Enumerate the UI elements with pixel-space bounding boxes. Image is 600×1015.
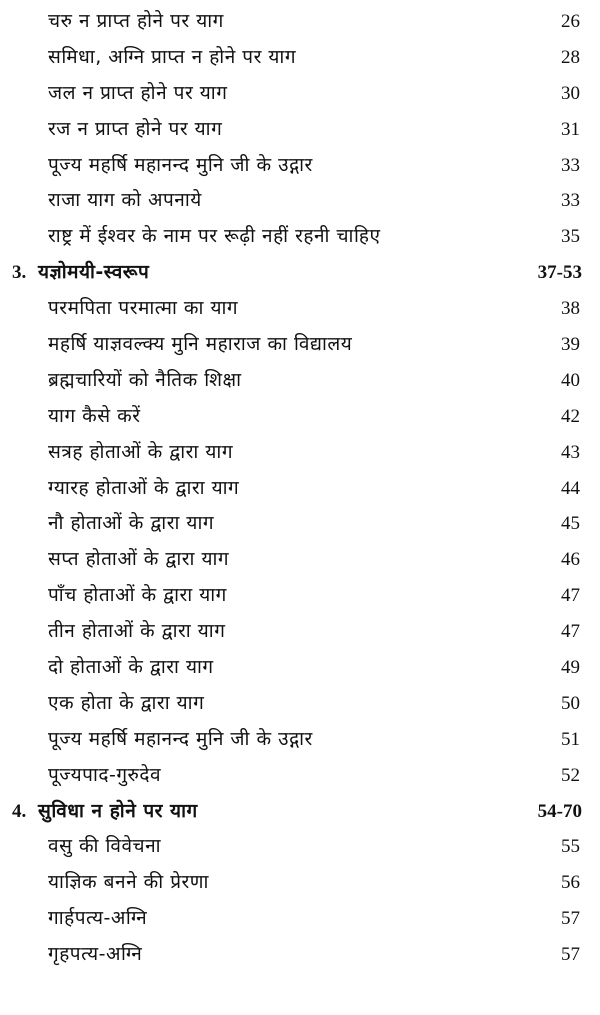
- entry-page: 42: [561, 405, 580, 427]
- entry-title: गृहपत्य-अग्नि: [48, 943, 143, 966]
- section-title: सुविधा न होने पर याग: [38, 799, 198, 822]
- entry-page: 38: [561, 298, 580, 320]
- toc-entry: [0, 183, 600, 219]
- entry-title: सत्रह होताओं के द्वारा याग: [48, 440, 234, 463]
- entry-page: 49: [561, 657, 580, 679]
- entry-page: 57: [561, 944, 580, 966]
- entry-title: पाँच होताओं के द्वारा याग: [48, 584, 227, 607]
- toc-entry: [0, 327, 600, 363]
- entry-page: 33: [561, 190, 580, 212]
- toc-entry: [0, 506, 600, 542]
- entry-title: पूज्य महर्षि महानन्द मुनि जी के उद्गार: [48, 727, 313, 750]
- entry-title: चरु न प्राप्त होने पर याग: [48, 10, 224, 32]
- entry-page: 46: [561, 549, 580, 571]
- entry-title: पूज्य महर्षि महानन्द मुनि जी के उद्गार: [48, 153, 313, 176]
- entry-page: 33: [561, 154, 580, 176]
- entry-page: 47: [561, 585, 580, 607]
- toc-entry: [0, 148, 600, 184]
- entry-title: राष्ट्र में ईश्वर के नाम पर रूढ़ी नहीं रहनी चाहिए: [48, 225, 381, 248]
- entry-title: रज न प्राप्त होने पर याग: [48, 117, 223, 140]
- toc-entry: [0, 650, 600, 686]
- toc-entry: [0, 4, 600, 40]
- toc-entry: [0, 219, 600, 255]
- entry-page: 57: [561, 908, 580, 930]
- entry-title: जल न प्राप्त होने पर याग: [48, 81, 228, 104]
- entry-title: राजा याग को अपनाये: [48, 189, 202, 212]
- entry-title: ग्यारह होताओं के द्वारा याग: [48, 476, 240, 499]
- toc-entry: [0, 722, 600, 758]
- toc-entry: [0, 614, 600, 650]
- entry-page: 40: [561, 369, 580, 391]
- entry-title: समिधा, अग्नि प्राप्त न होने पर याग: [48, 45, 297, 68]
- toc-section-heading: [0, 255, 600, 291]
- toc-entry: [0, 901, 600, 937]
- entry-page: 56: [561, 872, 580, 894]
- entry-page: 28: [561, 46, 580, 68]
- entry-title: पूज्यपाद-गुरुदेव: [48, 763, 162, 786]
- entry-page: 26: [561, 11, 580, 32]
- entry-title: याज्ञिक बनने की प्रेरणा: [48, 871, 209, 894]
- entry-title: वसु की विवेचना: [48, 835, 162, 858]
- entry-title: ब्रह्मचारियों को नैतिक शिक्षा: [48, 368, 242, 391]
- toc-entry: [0, 758, 600, 794]
- toc-entry: [0, 865, 600, 901]
- toc-entry: [0, 435, 600, 471]
- toc-section-heading: [0, 794, 600, 830]
- section-title: यज्ञोमयी-स्वरूप: [38, 261, 150, 284]
- entry-title: महर्षि याज्ञवल्क्य मुनि महाराज का विद्यालय: [48, 333, 353, 356]
- entry-page: 43: [561, 441, 580, 463]
- toc-entry: [0, 578, 600, 614]
- entry-page: 39: [561, 334, 580, 356]
- toc-entry: [0, 399, 600, 435]
- entry-title: नौ होताओं के द्वारा याग: [48, 512, 215, 535]
- entry-page: 35: [561, 226, 580, 248]
- toc-entry: [0, 76, 600, 112]
- entry-page: 45: [561, 513, 580, 535]
- entry-page: 55: [561, 836, 580, 858]
- toc-entry: [0, 937, 600, 973]
- entry-title: दो होताओं के द्वारा याग: [48, 656, 214, 679]
- section-number: 4.: [12, 800, 27, 822]
- entry-title: सप्त होताओं के द्वारा याग: [48, 548, 230, 571]
- toc-entry: [0, 291, 600, 327]
- entry-page: 51: [561, 728, 580, 750]
- toc-entry: [0, 829, 600, 865]
- toc-entry: [0, 471, 600, 507]
- toc-entry: [0, 40, 600, 76]
- entry-title: एक होता के द्वारा याग: [48, 691, 205, 714]
- entry-title: तीन होताओं के द्वारा याग: [48, 620, 226, 643]
- entry-title: गार्हपत्य-अग्नि: [48, 907, 148, 930]
- section-number: 3.: [12, 262, 27, 284]
- entry-page: 47: [561, 621, 580, 643]
- entry-title: परमपिता परमात्मा का याग: [48, 297, 239, 320]
- entry-page: 50: [561, 692, 580, 714]
- entry-page: 44: [561, 477, 580, 499]
- entry-page: 30: [561, 82, 580, 104]
- section-page-range: 37-53: [537, 262, 582, 284]
- entry-page: 52: [561, 764, 580, 786]
- toc-entry: [0, 363, 600, 399]
- entry-page: 31: [561, 118, 580, 140]
- entry-title: याग कैसे करें: [48, 404, 141, 427]
- toc-entry: [0, 686, 600, 722]
- section-page-range: 54-70: [537, 800, 582, 822]
- toc-entry: [0, 112, 600, 148]
- toc-entry: [0, 542, 600, 578]
- table-of-contents: [0, 4, 600, 973]
